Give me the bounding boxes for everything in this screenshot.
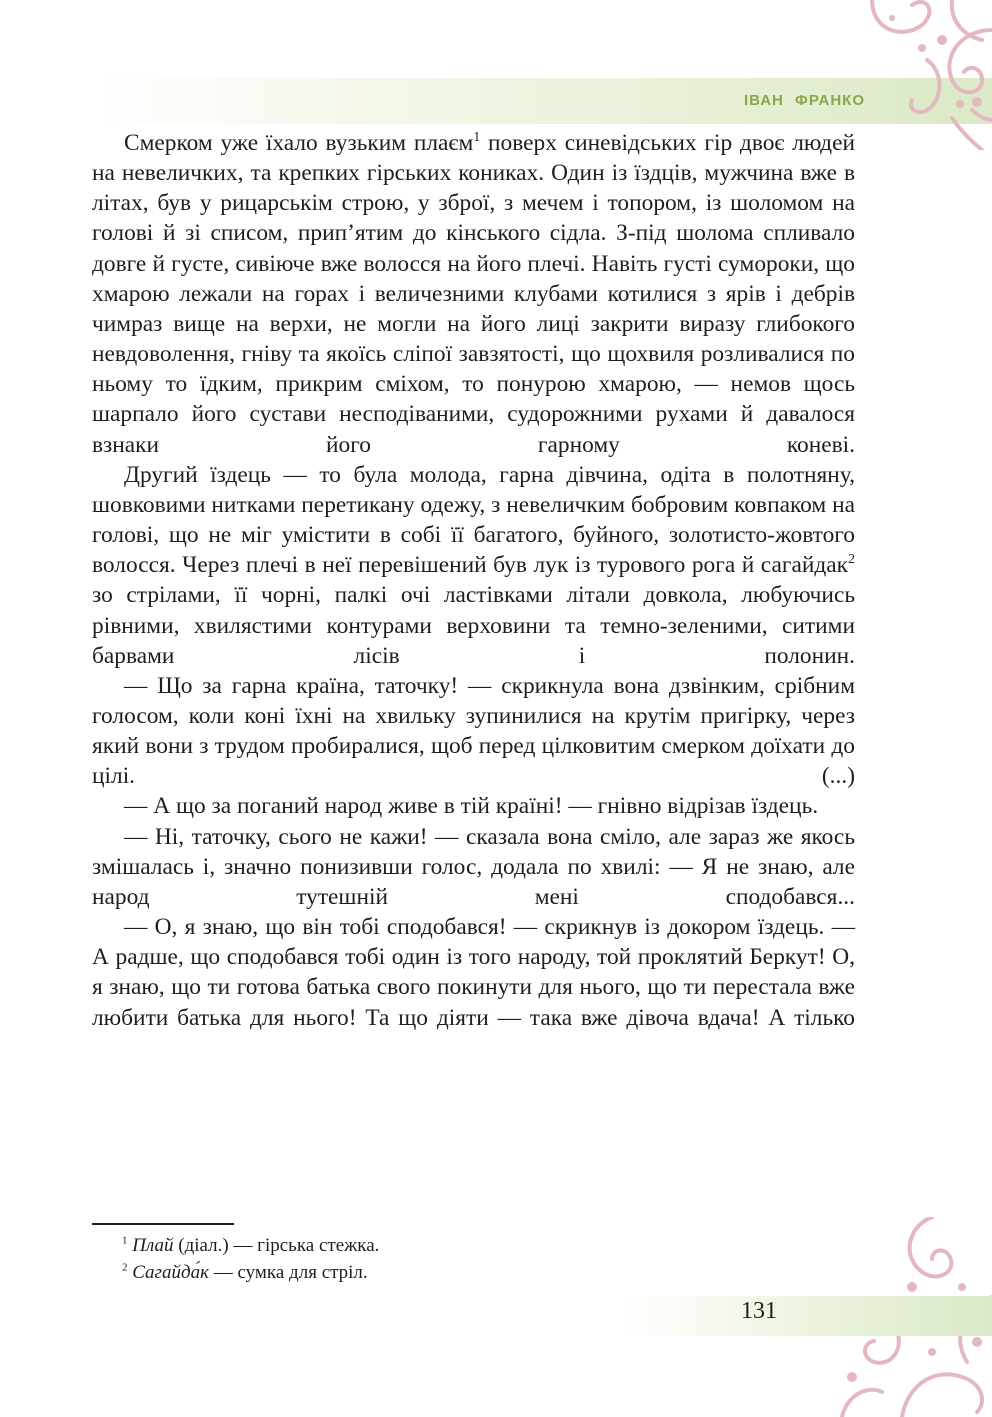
paragraph-6: — О, я знаю, що він тобі сподобався! — скрикнув із докором їздець. — А радше, що сподобався тобі один із того народу, той проклятий Беркут! О, я знаю, що ти готова батька свого покинути для нього, що ти перестала вже любити батька для нього! Та що діяти — така вже дівоча вдача! А тілько — [92, 914, 855, 1031]
footnote-rule — [92, 1223, 234, 1225]
footnote-2: $^2$ Сагайда́к — сумка для стріл. — [122, 1261, 368, 1283]
paragraph-4: — А що за поганий народ живе в тій країні! — гнівно відрізав їздець. — [124, 793, 819, 820]
paragraph-2: Другий їздець — то була молода, гарна дівчина, одіта в полотняну, шовковими нитками перетикану одежу, з невеличким бобровим ковпаком на голові, що не міг умістити в собі її багатого, буйного, золотисто-жовтого волосся. Через плечі в неї перевішений був лук із турового рога й сагайдак$^2$ зо стрілами, її чорні, палкі очі ластівками літали довкола, любуючись рівними, хвилястими контурами верховини та темно-зеленими, ситими барвами лісів і полонин. — [92, 461, 855, 669]
running-head: ІВАН ФРАНКО — [743, 92, 865, 109]
footnotes — [122, 1232, 379, 1286]
paragraph-3: — Що за гарна країна, таточку! — скрикнула вона дзвінким, срібним голосом, коли коні їхні на хвильку зупинилися на крутім пригірку, через який вони з трудом пробиралися, щоб перед цілковитим смерком доїхати до цілі. (...) — [92, 672, 855, 790]
footnote-1: $^1$ Плай (діал.) — гірська стежка. — [122, 1234, 380, 1256]
footnote-ref-1: 1 — [473, 130, 481, 146]
footnote-term: Сагайда́к — [132, 1262, 209, 1283]
footnote-ref-2: 2 — [848, 552, 855, 568]
ornament-top-decoration — [832, 0, 992, 150]
body-text — [92, 128, 855, 1033]
paragraph-1: Смерком уже їхало вузьким плаєм$^1$ поверх синевідських гір двоє людей на невеличких, та крепких гірських кониках. Один із їздців, мужчина вже в літах, був у рицарськім строю, у зброї, з мечем і топором, із шоломом на голові й зі списом, прип’ятим до кінського сідла. З-під шолома спливало довге й густе, сивіюче вже волосся на його плечі. Навіть густі сумороки, що хмарою лежали на горах і величезними клубами котилися з ярів і дебрів чимраз вище на верхи, не могли на його лиці закрити виразу глибокого невдоволення, гніву та якоїсь сліпої завзятості, що щохвиля розливалися по ньому то їдким, прикрим сміхом, то понурою хмарою, — немов щось шарпало його сустави несподіваними, судорожними рухами й давалося взнаки його гарному коневі. — [92, 130, 855, 458]
footnote-term: Плай — [132, 1235, 174, 1256]
paragraph-5: — Ні, таточку, сього не кажи! — сказала вона сміло, але зараз же якось змішалась і, значно понизивши голос, додала по хвилі: — Я не знаю, але народ тутешній мені сподобався... — [92, 823, 855, 910]
footer-band — [620, 1296, 992, 1336]
page-number: 131 — [741, 1298, 777, 1324]
